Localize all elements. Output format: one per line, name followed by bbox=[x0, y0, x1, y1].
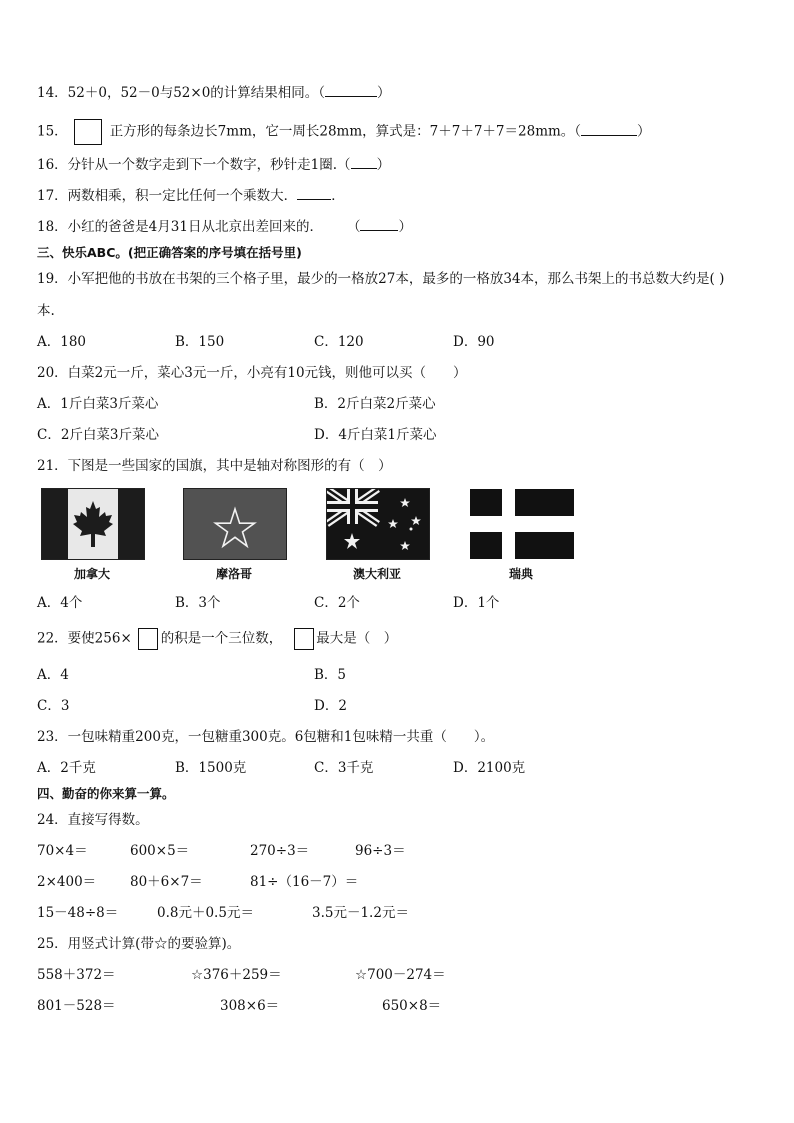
question-19-cont: 本. bbox=[37, 303, 55, 319]
answer-blank[interactable] bbox=[360, 217, 398, 231]
australia-flag-image bbox=[326, 488, 430, 560]
calc-item: 650×8＝ bbox=[382, 998, 442, 1014]
option-a[interactable]: A．1斤白菜3斤菜心 bbox=[37, 396, 159, 412]
answer-blank[interactable] bbox=[297, 186, 331, 200]
option-d[interactable]: D．1个 bbox=[453, 595, 500, 611]
question-23: 23．一包味精重200克，一包糖重300克。6包糖和1包味精一共重（ ）。 bbox=[37, 729, 495, 745]
question-22: 22．要使256× 的积是一个三位数， 最大是（ ） bbox=[37, 628, 397, 650]
question-17: 17．两数相乘，积一定比任何一个乘数大． ． bbox=[37, 188, 345, 204]
calc-item: 15－48÷8＝ bbox=[37, 905, 119, 921]
calc-item: 308×6＝ bbox=[220, 998, 280, 1014]
morocco-flag-image bbox=[183, 488, 287, 560]
calc-item: 2×400＝ bbox=[37, 874, 97, 890]
union-jack-icon bbox=[327, 489, 378, 524]
sweden-flag-image bbox=[469, 488, 575, 560]
option-a[interactable]: A．4个 bbox=[37, 595, 83, 611]
calc-item: 270÷3＝ bbox=[250, 843, 310, 859]
answer-square-box bbox=[74, 119, 102, 145]
question-21: 21．下图是一些国家的国旗，其中是轴对称图形的有（ ） bbox=[37, 458, 392, 474]
question-15: 15． 正方形的每条边长7mm，它一周长28mm，算式是：7＋7＋7＋7＝28mm。（ ） bbox=[37, 119, 651, 145]
calc-item: 801－528＝ bbox=[37, 998, 116, 1014]
calc-item: ☆376＋259＝ bbox=[191, 967, 282, 983]
answer-square-box[interactable] bbox=[294, 628, 314, 650]
question-24: 24．直接写得数。 bbox=[37, 812, 149, 828]
option-a[interactable]: A．4 bbox=[37, 667, 69, 683]
question-25: 25．用竖式计算(带☆的要验算)。 bbox=[37, 936, 241, 952]
option-a[interactable]: A．180 bbox=[37, 334, 87, 350]
answer-blank[interactable] bbox=[351, 155, 377, 169]
option-d[interactable]: D．2 bbox=[314, 698, 347, 714]
section-3-heading: 三、快乐ABC。(把正确答案的序号填在括号里) bbox=[37, 245, 302, 260]
question-18: 18．小红的爸爸是4月31日从北京出差回来的． （ ） bbox=[37, 219, 412, 235]
question-19: 19．小军把他的书放在书架的三个格子里，最少的一格放27本，最多的一格放34本，那么书架上的书总数大约是( ) bbox=[37, 271, 725, 287]
option-a[interactable]: A．2千克 bbox=[37, 760, 96, 776]
question-16: 16．分针从一个数字走到下一个数字，秒针走1圈.（ ） bbox=[37, 157, 391, 173]
canada-flag-image bbox=[41, 488, 145, 560]
option-b[interactable]: B．2斤白菜2斤菜心 bbox=[314, 396, 436, 412]
option-c[interactable]: C．2个 bbox=[314, 595, 360, 611]
option-b[interactable]: B．1500克 bbox=[175, 760, 247, 776]
option-b[interactable]: B．5 bbox=[314, 667, 347, 683]
answer-blank[interactable] bbox=[581, 122, 637, 136]
flag-caption-canada: 加拿大 bbox=[73, 567, 110, 581]
flag-caption-sweden: 瑞典 bbox=[508, 567, 533, 581]
option-b[interactable]: B．150 bbox=[175, 334, 225, 350]
option-c[interactable]: C．3千克 bbox=[314, 760, 374, 776]
option-c[interactable]: C．2斤白菜3斤菜心 bbox=[37, 427, 160, 443]
question-14: 14．52＋0，52－0与52×0的计算结果相同。（ ） bbox=[37, 85, 391, 101]
option-b[interactable]: B．3个 bbox=[175, 595, 221, 611]
calc-item: 81÷（16－7）＝ bbox=[250, 874, 359, 890]
calc-item: 96÷3＝ bbox=[355, 843, 406, 859]
calc-item: 600×5＝ bbox=[130, 843, 190, 859]
option-d[interactable]: D．4斤白菜1斤菜心 bbox=[314, 427, 437, 443]
answer-square-box[interactable] bbox=[138, 628, 158, 650]
calc-item: ☆700－274＝ bbox=[355, 967, 446, 983]
calc-item: 80＋6×7＝ bbox=[130, 874, 203, 890]
option-d[interactable]: D．90 bbox=[453, 334, 495, 350]
answer-blank[interactable] bbox=[325, 83, 377, 97]
calc-item: 70×4＝ bbox=[37, 843, 88, 859]
flag-caption-australia: 澳大利亚 bbox=[352, 567, 401, 581]
option-c[interactable]: C．3 bbox=[37, 698, 70, 714]
option-c[interactable]: C．120 bbox=[314, 334, 364, 350]
calc-item: 558＋372＝ bbox=[37, 967, 116, 983]
option-d[interactable]: D．2100克 bbox=[453, 760, 526, 776]
question-20: 20．白菜2元一斤，菜心3元一斤，小亮有10元钱，则他可以买（ ） bbox=[37, 365, 467, 381]
section-4-heading: 四、勤奋的你来算一算。 bbox=[37, 786, 175, 801]
calc-item: 0.8元＋0.5元＝ bbox=[157, 905, 254, 921]
calc-item: 3.5元－1.2元＝ bbox=[312, 905, 409, 921]
flag-caption-morocco: 摩洛哥 bbox=[215, 567, 252, 581]
